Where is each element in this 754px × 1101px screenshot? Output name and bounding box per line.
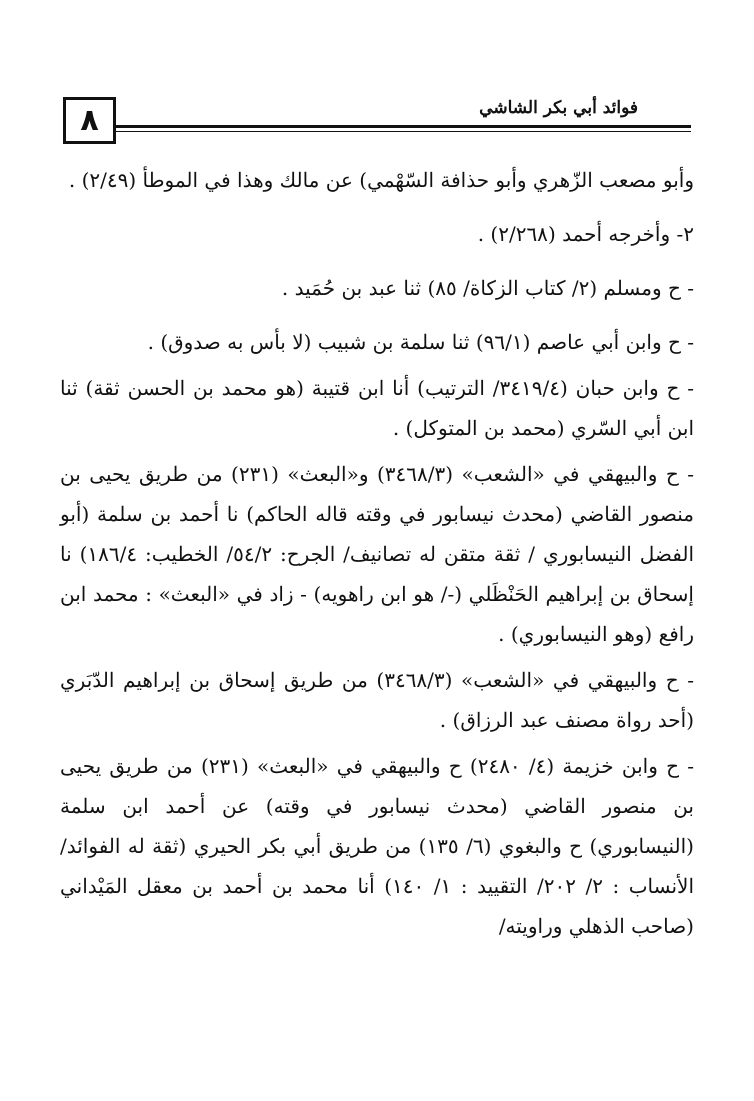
running-header <box>0 0 754 150</box>
paragraph: - ح ومسلم (٢/ كتاب الزكاة/ ٨٥) ثنا عبد بن حُمَيد . <box>281 276 694 300</box>
book-title: فوائد أبي بكر الشاشي <box>479 98 638 118</box>
paragraph: - ح وابن حبان (٣٤١٩/٤/ الترتيب) أنا ابن قتيبة (هو محمد بن الحسن ثقة) ثنا ابن أبي السّري (محمد بن المتوكل) . <box>60 376 694 440</box>
paragraph: ٢- وأخرجه أحمد (٢/٢٦٨) . <box>477 222 694 246</box>
page-number: ٨ <box>80 103 99 138</box>
paragraph: - ح والبيهقي في «الشعب» (٣٤٦٨/٣) من طريق إسحاق بن إبراهيم الدّبَري (أحد رواة مصنف عبد الرزاق) . <box>60 668 695 732</box>
page-number-box <box>63 97 116 144</box>
page-body <box>60 160 694 952</box>
header-rule-thick <box>116 125 691 128</box>
paragraph: - ح والبيهقي في «الشعب» (٣٤٦٨/٣) و«البعث» (٢٣١) من طريق يحيى بن منصور القاضي (محدث نيسابور في وقته قاله الحاكم) نا أحمد بن سلمة (أبو الفضل النيسابوري / ثقة متقن له تصانيف/ الجرح: ٥٤/٢/ الخطيب: ١٨٦/٤) نا إسحاق بن إبراهيم الحَنْظَلي (-/ هو ابن راهويه) - زاد في «البعث» : محمد ابن رافع (وهو النيسابوري) . <box>60 462 694 646</box>
header-rule-thin <box>116 131 691 132</box>
paragraph: - ح وابن أبي عاصم (٩٦/١) ثنا سلمة بن شبيب (لا بأس به صدوق) . <box>147 330 694 354</box>
paragraph: وأبو مصعب الزّهري وأبو حذافة السّهْمي) عن مالك وهذا في الموطأ (٢/٤٩) . <box>68 168 694 192</box>
paragraph: - ح وابن خزيمة (٤/ ٢٤٨٠) ح والبيهقي في «البعث» (٢٣١) من طريق يحيى بن منصور القاضي (محدث نيسابور في وقته) عن أحمد ابن سلمة (النيسابوري) ح والبغوي (٦/ ١٣٥) من طريق أبي بكر الحيري (ثقة له الفوائد/ الأنساب : ٢/ ٢٠٢/ التقييد : ١/ ١٤٠) أنا محمد بن أحمد بن معقل المَيْداني (صاحب الذهلي وراويته/ <box>60 754 695 938</box>
